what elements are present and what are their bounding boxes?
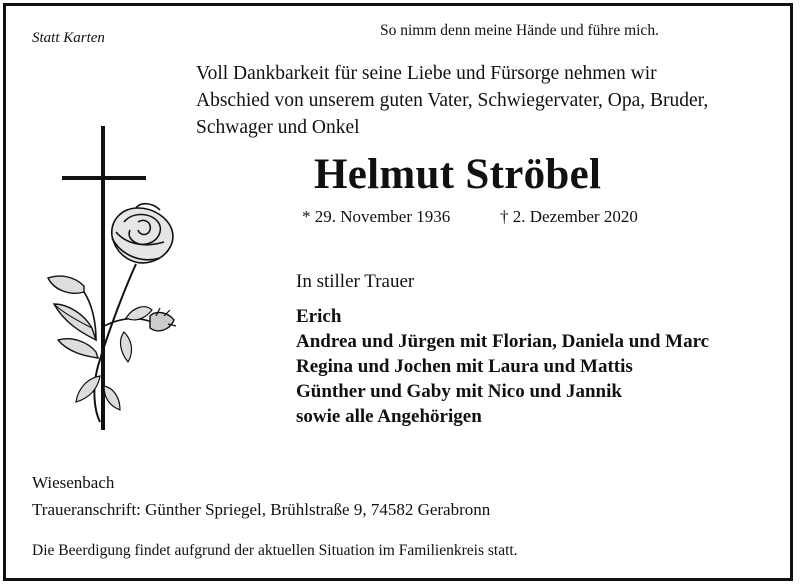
mourners-list — [296, 304, 709, 429]
birth-date: * 29. November 1936 — [302, 207, 451, 226]
place-text: Wiesenbach — [32, 473, 115, 492]
intro-line: Schwager und Onkel — [196, 117, 360, 138]
statt-karten-label: Statt Karten — [32, 30, 105, 46]
mourner-line: Erich — [296, 306, 342, 327]
intro-text — [196, 60, 708, 141]
mourner-line: Regina und Jochen mit Laura und Mattis — [296, 356, 633, 377]
intro-line: Voll Dankbarkeit für seine Liebe und Fürsorge nehmen wir — [196, 63, 657, 84]
mourning-address: Traueranschrift: Günther Spriegel, Brühlstraße 9, 74582 Gerabronn — [32, 500, 491, 519]
mourner-line: Günther und Gaby mit Nico und Jannik — [296, 381, 622, 402]
mourning-heading: In stiller Trauer — [296, 271, 415, 292]
funeral-note: Die Beerdigung findet aufgrund der aktuellen Situation im Familienkreis statt. — [32, 542, 518, 559]
mourner-line: sowie alle Angehörigen — [296, 406, 482, 427]
intro-line: Abschied von unserem guten Vater, Schwiegervater, Opa, Bruder, — [196, 90, 709, 111]
deceased-name: Helmut Ströbel — [314, 151, 602, 198]
mourner-line: Andrea und Jürgen mit Florian, Daniela und Marc — [296, 331, 710, 352]
motto-text: So nimm denn meine Hände und führe mich. — [380, 22, 659, 39]
cross-with-rose-icon — [40, 126, 190, 436]
death-date: † 2. Dezember 2020 — [500, 207, 638, 226]
